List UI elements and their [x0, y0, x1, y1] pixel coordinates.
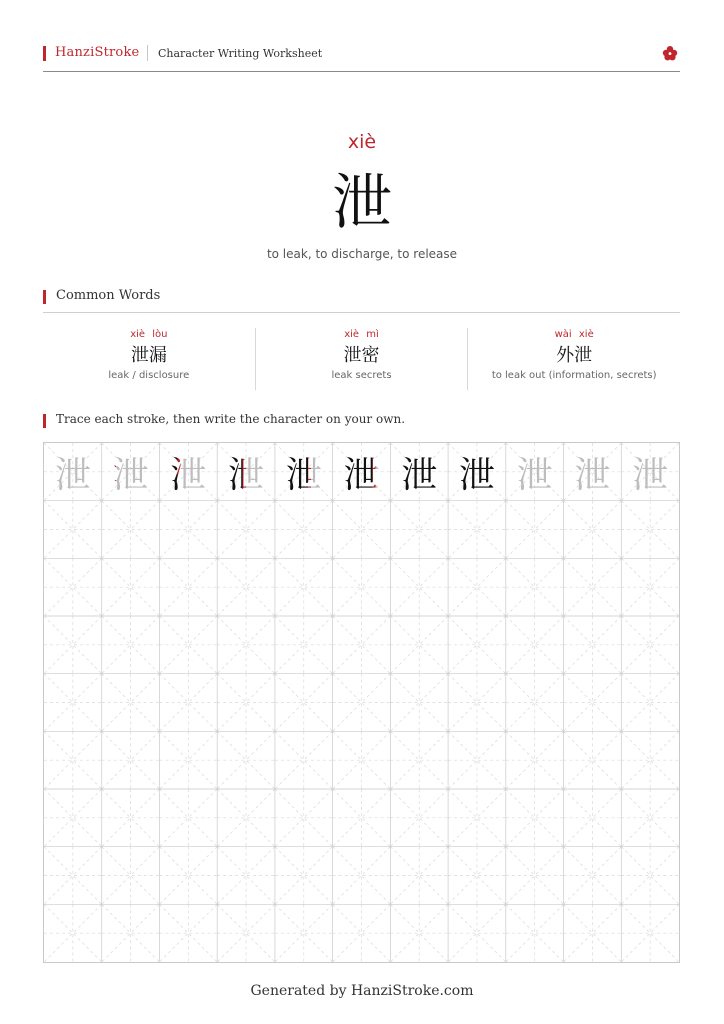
word-card: [43, 328, 255, 390]
plum-flower-icon: [662, 45, 678, 61]
header-separator: [147, 45, 148, 61]
word-hanzi: 泄漏: [130, 345, 167, 366]
word-pinyin: xiè mì: [344, 329, 379, 340]
stroke-step-1: 泄: [44, 447, 102, 505]
stroke-step-6: 泄: [333, 447, 391, 505]
brand-accent-bar: [43, 46, 46, 61]
stroke-step-2: 泄: [102, 447, 160, 505]
word-hanzi: 泄密: [343, 345, 380, 366]
word-card: [255, 328, 468, 390]
word-english: leak / disclosure: [108, 370, 190, 381]
character-hanzi: 泄: [332, 168, 392, 238]
trace-character: 泄: [632, 455, 669, 496]
word-english: to leak out (information, secrets): [491, 370, 657, 381]
common-words-heading: [43, 288, 680, 313]
brand-name[interactable]: HanziStroke: [55, 45, 140, 60]
trace-character: 泄: [516, 455, 553, 496]
stroke-step-8: 泄: [448, 447, 506, 505]
word-hanzi: 外泄: [556, 345, 593, 366]
stroke-step-3: 泄: [159, 447, 217, 505]
character-meaning: to leak, to discharge, to release: [266, 247, 458, 261]
grid-lines: [44, 443, 679, 962]
word-pinyin: wài xiè: [554, 329, 594, 340]
stroke-step-7: 泄: [390, 447, 448, 505]
common-words-list: [43, 328, 680, 390]
worksheet-header: [43, 43, 680, 72]
word-card: [467, 328, 680, 390]
word-pinyin: xiè lòu: [130, 329, 168, 340]
stroke-step-4: 泄: [217, 447, 275, 505]
footer-credit: Generated by HanziStroke.com: [250, 983, 474, 999]
trace-character: 泄: [574, 455, 611, 496]
stroke-step-5: 泄: [275, 447, 333, 505]
section-accent-bar: [43, 414, 46, 428]
worksheet-subtitle: Character Writing Worksheet: [158, 47, 323, 60]
character-pinyin: xiè: [347, 131, 377, 153]
practice-grid[interactable]: [43, 442, 680, 963]
practice-instruction: Trace each stroke, then write the character on your own.: [56, 412, 406, 426]
section-accent-bar: [43, 290, 46, 304]
common-words-title: Common Words: [56, 288, 161, 303]
word-english: leak secrets: [331, 370, 392, 381]
